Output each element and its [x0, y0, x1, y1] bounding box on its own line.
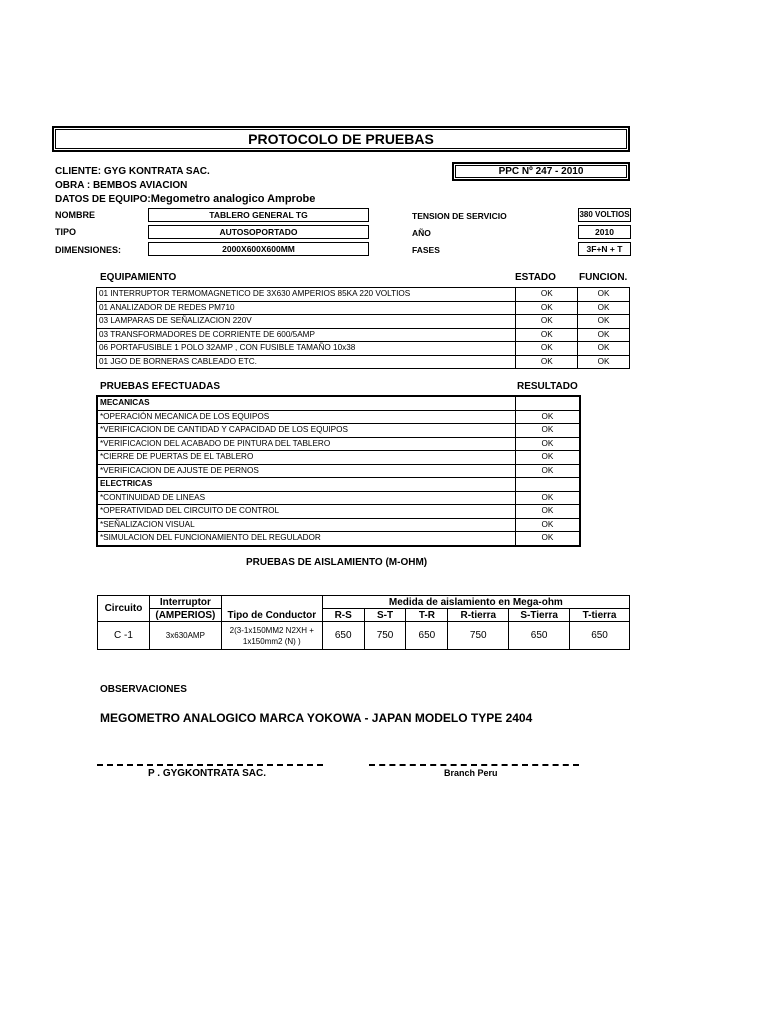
table-row: [97, 437, 580, 451]
equip-item: 01 INTERRUPTOR TERMOMAGNETICO DE 3X630 AMPERIOS 85KA 220 VOLTIOS: [97, 288, 516, 302]
resultado-header: RESULTADO: [517, 381, 578, 392]
prueba-item: *CIERRE DE PUERTAS DE EL TABLERO: [97, 451, 515, 465]
firma-1: P . GYGKONTRATA SAC.: [148, 768, 266, 779]
prueba-item: *SIMULACION DEL FUNCIONAMIENTO DEL REGULADOR: [97, 532, 515, 546]
prueba-item: *VERIFICACION DEL ACABADO DE PINTURA DEL TABLERO: [97, 437, 515, 451]
equip-estado: OK: [516, 328, 578, 342]
equip-item: 03 LAMPARAS DE SEÑALIZACION 220V: [97, 315, 516, 329]
prueba-result: OK: [515, 437, 580, 451]
row-circuito: C -1: [98, 622, 150, 650]
table-row: [97, 328, 630, 342]
table-row: [97, 532, 580, 546]
signature-line-2: [369, 764, 579, 766]
prueba-item: *OPERACIÓN MECANICA DE LOS EQUIPOS: [97, 410, 515, 424]
tension-value: 380 VOLTIOS: [578, 208, 631, 222]
table-row: [98, 622, 630, 650]
prueba-item: *VERIFICACION DE CANTIDAD Y CAPACIDAD DE LOS EQUIPOS: [97, 424, 515, 438]
pruebas-table: [96, 395, 581, 547]
equip-item: 06 PORTAFUSIBLE 1 POLO 32AMP , CON FUSIBLE TAMAÑO 10x38: [97, 342, 516, 356]
equip-item: 01 ANALIZADOR DE REDES PM710: [97, 301, 516, 315]
datos-label: DATOS DE EQUIPO:: [55, 194, 151, 205]
electricas-label: ELECTRICAS: [97, 478, 515, 492]
row-tt: 650: [570, 622, 630, 650]
pruebas-header: PRUEBAS EFECTUADAS: [100, 381, 221, 392]
section-row: [97, 478, 580, 492]
table-row: [97, 451, 580, 465]
dim-label: DIMENSIONES:: [55, 245, 122, 255]
table-row: [97, 464, 580, 478]
row-rt: 750: [448, 622, 509, 650]
row-conductor: [221, 622, 322, 650]
ppc-box: [452, 162, 630, 181]
datos-value: Megometro analogico Amprobe: [150, 193, 316, 205]
equip-estado: OK: [516, 301, 578, 315]
nombre-label: NOMBRE: [55, 210, 95, 220]
row-st: 750: [364, 622, 406, 650]
h-circuito: Circuito: [98, 596, 150, 622]
equip-estado: OK: [516, 342, 578, 356]
section-row: [97, 396, 580, 410]
ano-label: AÑO: [412, 228, 431, 238]
table-row: [97, 315, 630, 329]
firma-2: Branch Peru: [444, 768, 498, 778]
equip-funcion: OK: [578, 342, 630, 356]
page-title: PROTOCOLO DE PRUEBAS: [55, 129, 627, 149]
row-tr: 650: [406, 622, 448, 650]
equip-estado: OK: [516, 315, 578, 329]
aislamiento-table: [97, 595, 630, 650]
prueba-item: *CONTINUIDAD DE LINEAS: [97, 491, 515, 505]
h-medida: Medida de aislamiento en Mega-ohm: [322, 596, 629, 609]
table-row: [97, 288, 630, 302]
tipo-label: TIPO: [55, 227, 77, 237]
prueba-item: *VERIFICACION DE AJUSTE DE PERNOS: [97, 464, 515, 478]
equip-funcion: OK: [578, 328, 630, 342]
equip-item: 01 JGO DE BORNERAS CABLEADO ETC.: [97, 355, 516, 369]
equip-funcion: OK: [578, 288, 630, 302]
prueba-result: OK: [515, 451, 580, 465]
table-row: [97, 301, 630, 315]
datos-equipo: [55, 193, 315, 205]
h-interruptor-1: Interruptor: [149, 596, 221, 609]
equipamiento-table: [96, 287, 630, 369]
observaciones-text: MEGOMETRO ANALOGICO MARCA YOKOWA - JAPAN MODELO TYPE 2404: [100, 711, 533, 725]
cliente-text: CLIENTE: GYG KONTRATA SAC.: [55, 166, 210, 177]
h-rs: R-S: [322, 609, 364, 622]
equipamiento-header: EQUIPAMIENTO: [100, 272, 177, 283]
equip-estado: OK: [516, 355, 578, 369]
equip-funcion: OK: [578, 301, 630, 315]
tipo-value: AUTOSOPORTADO: [148, 225, 369, 239]
fases-label: FASES: [412, 245, 440, 255]
conductor-line-2: 1x150mm2 (N) ): [242, 636, 301, 646]
conductor-line-1: 2(3-1x150MM2 N2XH +: [229, 625, 314, 635]
h-conductor: Tipo de Conductor: [221, 596, 322, 622]
ppc-number: PPC Nº 247 - 2010: [455, 165, 627, 178]
table-row: [97, 505, 580, 519]
table-row: [97, 410, 580, 424]
h-stt: S-Tierra: [509, 609, 570, 622]
h-tt: T-tierra: [570, 609, 630, 622]
h-interruptor-2: (AMPERIOS): [149, 609, 221, 622]
dim-value: 2000X600X600MM: [148, 242, 369, 256]
h-st: S-T: [364, 609, 406, 622]
table-row: [97, 491, 580, 505]
tension-label: TENSION DE SERVICIO: [412, 211, 507, 221]
prueba-result: OK: [515, 532, 580, 546]
table-row: [97, 424, 580, 438]
row-rs: 650: [322, 622, 364, 650]
prueba-item: *OPERATIVIDAD DEL CIRCUITO DE CONTROL: [97, 505, 515, 519]
equip-estado: OK: [516, 288, 578, 302]
equip-item: 03 TRANSFORMADORES DE CORRIENTE DE 600/5AMP: [97, 328, 516, 342]
prueba-result: OK: [515, 518, 580, 532]
h-rt: R-tierra: [448, 609, 509, 622]
funcion-header: FUNCION.: [579, 272, 628, 283]
prueba-result: OK: [515, 464, 580, 478]
row-interruptor: 3x630AMP: [149, 622, 221, 650]
mecanicas-label: MECANICAS: [97, 396, 515, 410]
nombre-value: TABLERO GENERAL TG: [148, 208, 369, 222]
prueba-result: OK: [515, 424, 580, 438]
table-row: [97, 355, 630, 369]
h-tr: T-R: [406, 609, 448, 622]
table-row: [97, 518, 580, 532]
obra-text: OBRA : BEMBOS AVIACION: [55, 180, 188, 191]
estado-header: ESTADO: [515, 272, 556, 283]
equip-funcion: OK: [578, 315, 630, 329]
observaciones-label: OBSERVACIONES: [100, 684, 187, 695]
prueba-result: OK: [515, 410, 580, 424]
prueba-result: OK: [515, 491, 580, 505]
signature-line-1: [97, 764, 323, 766]
ano-value: 2010: [578, 225, 631, 239]
prueba-item: *SEÑALIZACION VISUAL: [97, 518, 515, 532]
fases-value: 3F+N + T: [578, 242, 631, 256]
equip-funcion: OK: [578, 355, 630, 369]
aislamiento-title: PRUEBAS DE AISLAMIENTO (M-OHM): [246, 557, 428, 568]
row-stt: 650: [509, 622, 570, 650]
table-row: [97, 342, 630, 356]
prueba-result: OK: [515, 505, 580, 519]
title-box: [52, 126, 630, 152]
